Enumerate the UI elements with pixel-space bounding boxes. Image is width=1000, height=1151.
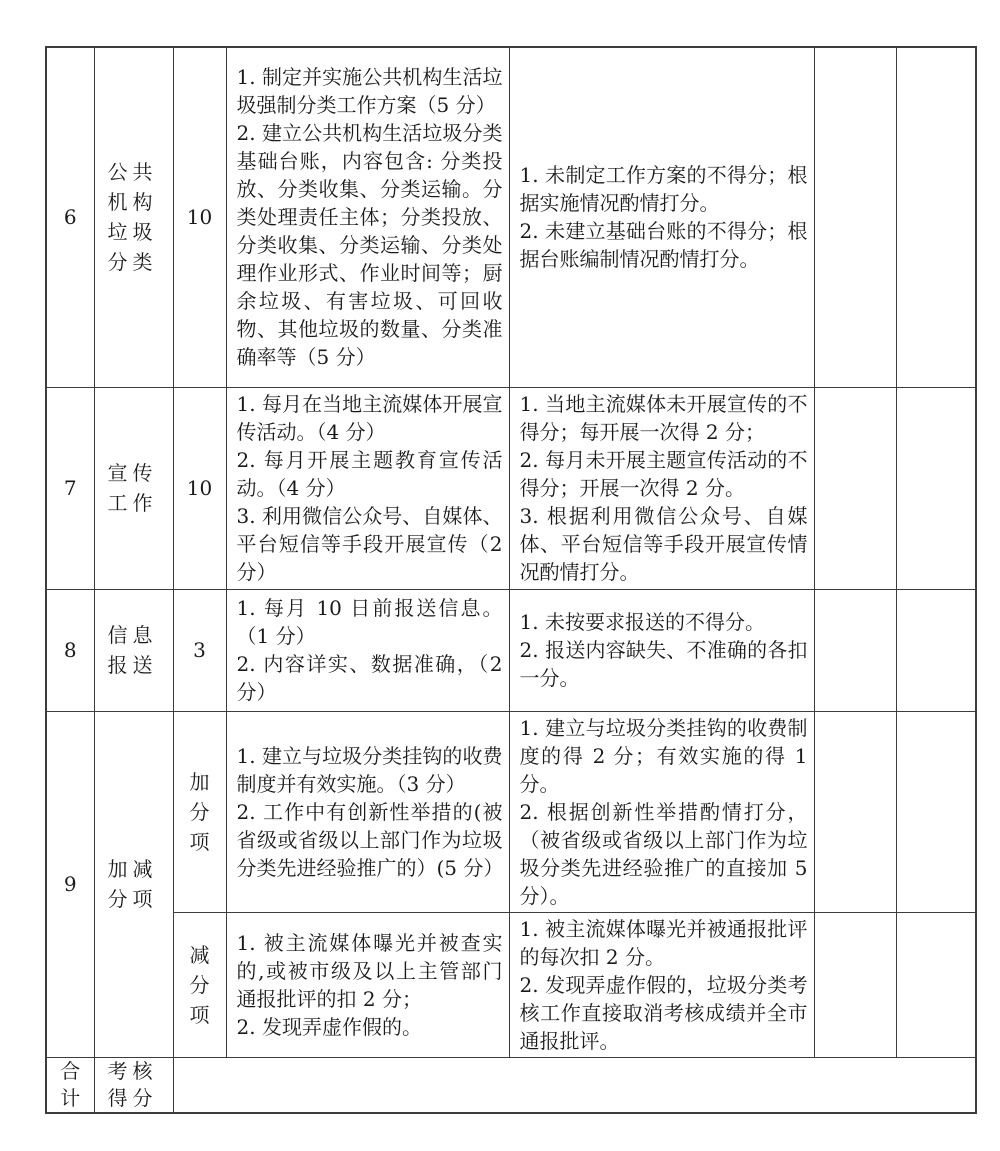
sub-label-cell (173, 912, 226, 1057)
category-label: 加减分项 (107, 857, 158, 911)
category-cell (94, 589, 173, 711)
category-cell (94, 711, 173, 1057)
criteria-item: 1. 建立与垃圾分类挂钩的收费制度并有效实施。（3 分） (236, 743, 503, 796)
score-cell: 10 (173, 387, 226, 589)
category-label: 公共机构垃圾分类 (107, 160, 158, 275)
row-number-cell: 9 (46, 711, 94, 1057)
bonus-label: 加分项 (189, 769, 210, 854)
row-number-cell: 6 (46, 47, 94, 387)
score-cell: 10 (173, 47, 226, 387)
criteria-cell (226, 589, 509, 711)
scoring-item: 1. 被主流媒体曝光并被通报批评的每次扣 2 分。 (519, 916, 808, 969)
total-label-cell (46, 1057, 94, 1113)
scoring-rule-cell (509, 711, 814, 912)
criteria-item: 1. 每月 10 日前报送信息。（1 分） (236, 596, 503, 648)
category-cell (94, 387, 173, 589)
criteria-cell (226, 912, 509, 1057)
scoring-item: 2. 每月未开展主题宣传活动的不得分；开展一次得 2 分。 (519, 448, 808, 500)
table-row-8 (46, 589, 976, 711)
self-score-cell (814, 589, 896, 711)
scoring-item: 1. 未按要求报送的不得分。 (519, 610, 765, 634)
scoring-rule-cell (509, 387, 814, 589)
scoring-item: 1. 未制定工作方案的不得分；根据实施情况酌情打分。 (519, 163, 808, 216)
scoring-item: 2. 未建立基础台账的不得分；根据台账编制情况酌情打分。 (519, 219, 808, 272)
table-row-6 (46, 47, 976, 387)
review-score-cell (896, 47, 976, 387)
self-score-cell (814, 387, 896, 589)
scoring-item: 3. 根据利用微信公众号、自媒体、平台短信等手段开展宣传情况酌情打分。 (519, 504, 808, 584)
penalty-label: 减分项 (189, 942, 210, 1027)
self-score-cell (814, 47, 896, 387)
document-page (45, 46, 977, 1114)
table-row-9-penalty (46, 912, 976, 1057)
review-score-cell (896, 711, 976, 912)
scoring-rule-cell (509, 589, 814, 711)
criteria-item: 2. 内容详实、数据准确，（2 分） (236, 652, 503, 704)
exam-score-label-cell (94, 1057, 173, 1113)
total-label: 合计 (60, 1058, 81, 1110)
scoring-rule-cell (509, 912, 814, 1057)
scoring-item: 2. 发现弄虚作假的，垃圾分类考核工作直接取消考核成绩并全市通报批评。 (519, 972, 808, 1053)
criteria-item: 1. 制定并实施公共机构生活垃圾强制分类工作方案（5 分） (236, 65, 503, 118)
review-score-cell (896, 912, 976, 1057)
criteria-cell (226, 47, 509, 387)
criteria-item: 2. 发现弄虚作假的。 (236, 1014, 422, 1039)
table-row-7 (46, 387, 976, 589)
sub-label-cell (173, 711, 226, 912)
total-score-value-cell (173, 1057, 976, 1113)
row-number-cell: 8 (46, 589, 94, 711)
criteria-item: 2. 每月开展主题教育宣传活动。（4 分） (236, 448, 503, 500)
self-score-cell (814, 912, 896, 1057)
review-score-cell (896, 387, 976, 589)
scoring-rule-cell (509, 47, 814, 387)
exam-score-label: 考核得分 (107, 1058, 158, 1110)
table-row-total (46, 1057, 976, 1113)
self-score-cell (814, 711, 896, 912)
criteria-item: 1. 每月在当地主流媒体开展宣传活动。（4 分） (236, 392, 503, 444)
criteria-item: 2. 建立公共机构生活垃圾分类基础台账，内容包含: 分类投放、分类收集、分类运输。分类处理责任主体；分类投放、分类收集、分类运输、分类处理作业形式、作业时间等；厨余垃圾、有害垃圾、可回收物、其他垃圾的数量、分类准确率等（5 分） (236, 121, 503, 370)
score-cell: 3 (173, 589, 226, 711)
row-number-cell: 7 (46, 387, 94, 589)
criteria-cell (226, 711, 509, 912)
category-cell (94, 47, 173, 387)
scoring-item: 1. 建立与垃圾分类挂钩的收费制度的得 2 分；有效实施的得 1 分。 (519, 715, 808, 796)
table-row-9-bonus (46, 711, 976, 912)
category-label: 信息报送 (107, 623, 158, 677)
category-label: 宣传工作 (107, 461, 158, 515)
scoring-item: 2. 报送内容缺失、不准确的各扣一分。 (519, 638, 808, 690)
scoring-item: 2. 根据创新性举措酌情打分，（被省级或省级以上部门作为垃圾分类先进经验推广的直接加 5 分）。 (519, 799, 808, 908)
assessment-table (45, 46, 977, 1114)
scoring-item: 1. 当地主流媒体未开展宣传的不得分；每开展一次得 2 分； (519, 392, 808, 444)
review-score-cell (896, 589, 976, 711)
criteria-cell (226, 387, 509, 589)
criteria-item: 1. 被主流媒体曝光并被查实的,或被市级及以上主管部门通报批评的扣 2 分； (236, 930, 503, 1011)
criteria-item: 3. 利用微信公众号、自媒体、平台短信等手段开展宣传（2 分） (236, 504, 503, 584)
criteria-item: 2. 工作中有创新性举措的(被省级或省级以上部门作为垃圾分类先进经验推广的）(5 分） (236, 799, 504, 880)
